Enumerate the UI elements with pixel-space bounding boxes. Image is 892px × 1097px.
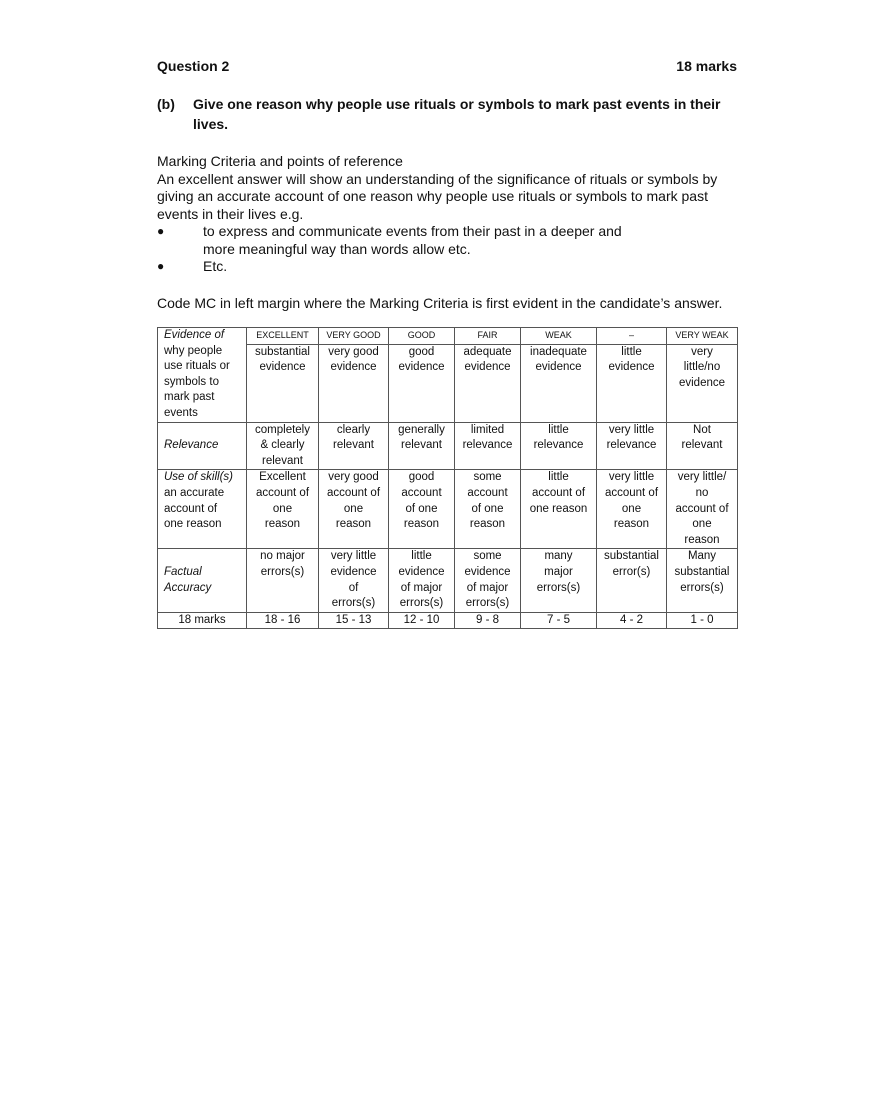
rubric-row-relevance — [158, 422, 738, 470]
accuracy-cell — [667, 549, 738, 612]
cell-line: relevance — [606, 439, 657, 452]
marks-range-cell: 15 - 13 — [319, 612, 389, 629]
cell-line: good — [408, 345, 435, 358]
cell-line: clearly — [336, 423, 371, 436]
cell-line: some — [473, 471, 502, 484]
level-heading: VERY GOOD — [319, 328, 389, 345]
cell-line: reason — [613, 518, 650, 531]
bullet-item: ● Etc. — [157, 258, 228, 274]
cell-line: evidence — [535, 361, 582, 374]
row-label-relevance: Relevance — [158, 422, 247, 470]
marking-rubric-table — [157, 327, 738, 629]
cell-line: substantial — [255, 345, 310, 358]
cell-line: one — [272, 502, 293, 515]
cell-line: no major — [260, 550, 305, 563]
cell-line: very little — [608, 423, 655, 436]
row-label-skill — [158, 470, 247, 549]
relevance-cell — [389, 422, 455, 470]
cell-line: one reason — [164, 518, 222, 531]
accuracy-cell — [455, 549, 521, 612]
cell-line: why people — [164, 344, 223, 357]
cell-line: evidence — [464, 361, 511, 374]
cell-line: relevant — [262, 454, 303, 467]
cell-line: of major — [400, 581, 443, 594]
cell-line: good — [408, 471, 435, 484]
evidence-cell — [455, 344, 521, 422]
cell-line: reason — [469, 518, 506, 531]
cell-line: an accurate — [164, 486, 225, 499]
cell-line: errors(s) — [331, 597, 376, 610]
accuracy-cell — [319, 549, 389, 612]
cell-line: errors(s) — [399, 597, 444, 610]
question-marks: 18 marks — [676, 58, 737, 74]
cell-line: events — [164, 406, 198, 419]
cell-line: errors(s) — [536, 581, 581, 594]
cell-line: relevant — [681, 439, 723, 452]
criteria-line-3: events in their lives e.g. — [157, 205, 304, 222]
rubric-row-marks — [158, 612, 738, 629]
level-heading: WEAK — [521, 328, 597, 345]
row-label-evidence — [158, 328, 247, 423]
cell-line: little — [621, 345, 642, 358]
cell-line: very good — [328, 471, 379, 484]
cell-line: Excellent — [259, 471, 306, 484]
cell-line: of — [348, 581, 359, 594]
cell-line: many — [544, 550, 573, 563]
cell-line: relevant — [401, 439, 442, 452]
cell-line: relevance — [462, 439, 513, 452]
cell-line: relevance — [533, 439, 584, 452]
part-question-text: Give one reason why people use rituals or symbols to mark past events in their lives. — [193, 96, 721, 132]
evidence-cell — [319, 344, 389, 422]
row-label-marks: 18 marks — [158, 612, 247, 629]
question-header — [157, 56, 737, 76]
cell-line: account of — [675, 502, 729, 515]
criteria-line-2: giving an accurate account of one reason why people use rituals or symbols to mark past — [157, 188, 708, 204]
cell-line: evidence — [398, 565, 445, 578]
relevance-cell — [247, 422, 319, 470]
cell-line: some — [473, 550, 502, 563]
relevance-cell — [455, 422, 521, 470]
row-label-accuracy — [158, 549, 247, 612]
cell-line: use rituals or — [164, 360, 230, 373]
cell-line: very — [691, 345, 713, 358]
cell-line: relevant — [333, 439, 374, 452]
cell-line: substantial — [604, 550, 659, 563]
cell-line: evidence — [608, 361, 655, 374]
cell-line: mark past — [164, 391, 215, 404]
rubric-row-accuracy — [158, 549, 738, 612]
level-heading: FAIR — [455, 328, 521, 345]
cell-line: evidence — [398, 361, 445, 374]
rubric-row-levels — [158, 328, 738, 345]
question-part-b — [157, 94, 737, 134]
cell-line: of one — [471, 502, 504, 515]
skill-cell — [597, 470, 667, 549]
cell-line: evidence — [259, 361, 306, 374]
cell-line: account of — [255, 486, 310, 499]
cell-line: generally — [398, 423, 445, 436]
accuracy-cell — [597, 549, 667, 612]
evidence-cell — [247, 344, 319, 422]
bullet-dot-icon: ● — [157, 224, 165, 238]
cell-line: Use of skill(s) — [164, 471, 234, 484]
marks-range-cell: 9 - 8 — [455, 612, 521, 629]
cell-line: inadequate — [530, 345, 587, 358]
cell-line: Not — [693, 423, 711, 436]
accuracy-cell — [521, 549, 597, 612]
rubric-row-skill — [158, 470, 738, 549]
skill-cell — [319, 470, 389, 549]
cell-line: evidence — [464, 565, 511, 578]
cell-line: reason — [335, 518, 372, 531]
question-number: Question 2 — [157, 58, 230, 74]
cell-line: of major — [466, 581, 509, 594]
cell-line: error(s) — [612, 565, 651, 578]
part-letter: (b) — [157, 96, 175, 112]
cell-line: major — [544, 565, 573, 578]
level-heading: GOOD — [389, 328, 455, 345]
accuracy-cell — [247, 549, 319, 612]
cell-line: & clearly — [260, 439, 305, 452]
cell-line: limited — [470, 423, 505, 436]
cell-line: of one — [405, 502, 438, 515]
skill-cell — [521, 470, 597, 549]
cell-line: little/no — [683, 361, 721, 374]
evidence-cell — [667, 344, 738, 422]
bullet-dot-icon: ● — [157, 259, 165, 273]
skill-cell — [389, 470, 455, 549]
cell-line: one — [692, 518, 712, 531]
cell-line: little — [411, 550, 432, 563]
relevance-cell — [667, 422, 738, 470]
marks-range-cell: 7 - 5 — [521, 612, 597, 629]
bullet-item: ● to express and communicate events from their past in a deeper and more meaningful way than words allow etc. — [157, 223, 622, 257]
evidence-cell — [389, 344, 455, 422]
cell-line: little — [548, 471, 569, 484]
cell-line: Accuracy — [164, 581, 212, 594]
cell-line: account of — [326, 486, 381, 499]
skill-cell — [667, 470, 738, 549]
cell-line: Evidence of — [164, 329, 225, 341]
evidence-cell — [521, 344, 597, 422]
cell-line: errors(s) — [465, 597, 510, 610]
marks-range-cell: 12 - 10 — [389, 612, 455, 629]
cell-line: errors(s) — [680, 581, 724, 594]
level-heading: VERY WEAK — [667, 328, 738, 345]
cell-line: evidence — [678, 376, 726, 389]
relevance-cell — [521, 422, 597, 470]
skill-cell — [247, 470, 319, 549]
criteria-bullets — [157, 223, 737, 276]
cell-line: reason — [684, 533, 720, 546]
cell-line: little — [548, 423, 569, 436]
cell-line: account — [401, 486, 442, 499]
level-heading: EXCELLENT — [247, 328, 319, 345]
cell-line: one — [343, 502, 364, 515]
cell-line: Factual — [164, 565, 202, 578]
cell-line: symbols to — [164, 375, 219, 388]
cell-line: reason — [403, 518, 440, 531]
accuracy-cell — [389, 549, 455, 612]
cell-line: completely — [255, 423, 310, 436]
cell-line: no — [695, 486, 709, 499]
cell-line: very good — [328, 345, 379, 358]
code-mc-instruction: Code MC in left margin where the Marking Criteria is first evident in the candidate’s answer. — [157, 294, 723, 311]
marks-range-cell: 18 - 16 — [247, 612, 319, 629]
cell-line: one reason — [529, 502, 588, 515]
cell-line: account — [467, 486, 508, 499]
cell-line: evidence — [330, 361, 377, 374]
cell-line: very little — [608, 471, 655, 484]
cell-line: substantial — [674, 565, 730, 578]
criteria-title: Marking Criteria and points of reference — [157, 153, 403, 169]
cell-line: very little — [330, 550, 377, 563]
cell-line: Many — [687, 550, 717, 563]
marking-criteria — [157, 153, 737, 276]
evidence-cell — [597, 344, 667, 422]
cell-line: account of — [604, 486, 659, 499]
cell-line: adequate — [463, 345, 512, 358]
relevance-cell — [319, 422, 389, 470]
level-heading: – — [597, 328, 667, 345]
cell-line: account of — [531, 486, 586, 499]
cell-line: one — [621, 502, 642, 515]
cell-line: account of — [164, 502, 218, 515]
marks-range-cell: 4 - 2 — [597, 612, 667, 629]
marking-guide-page — [157, 56, 737, 629]
marks-range-cell: 1 - 0 — [667, 612, 738, 629]
cell-line: reason — [264, 518, 301, 531]
relevance-cell — [597, 422, 667, 470]
cell-line: very little/ — [677, 471, 727, 484]
cell-line: evidence — [330, 565, 377, 578]
cell-line: errors(s) — [260, 565, 305, 578]
criteria-line-1: An excellent answer will show an understanding of the significance of rituals or symbols by — [157, 170, 718, 187]
skill-cell — [455, 470, 521, 549]
